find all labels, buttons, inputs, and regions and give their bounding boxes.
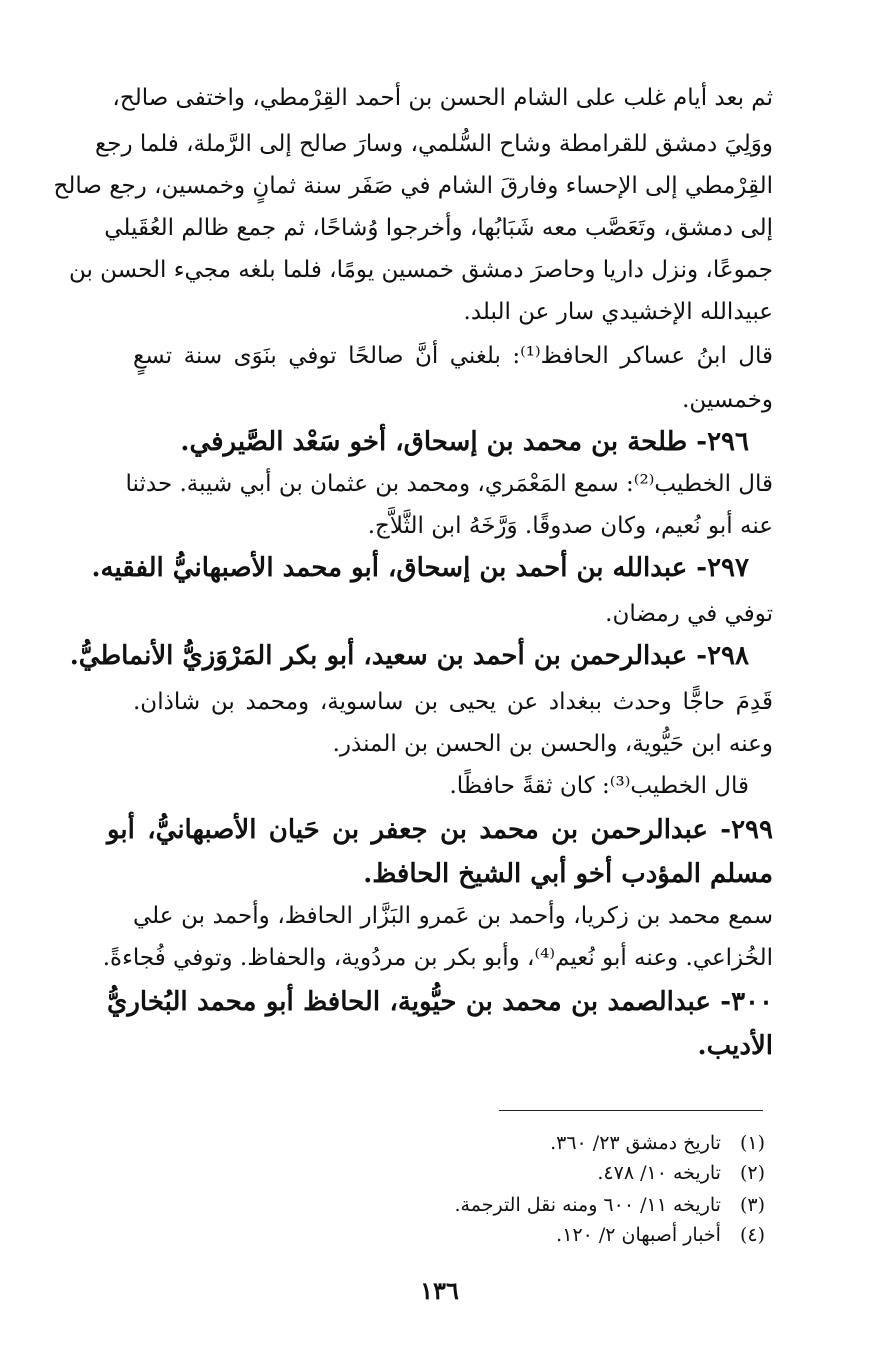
body-line: عنه أبو نُعيم، وكان صدوقًا. وَرَّخَهُ ابن الثَّلاَّج. xyxy=(367,513,773,539)
body-line: القِرْمطي إلى الإحساء وفارقَ الشام في صَفَر سنة ثمانٍ وخمسين، رجع صالح xyxy=(53,173,773,199)
footnote xyxy=(125,1128,765,1158)
entry-heading-297: ٢٩٧- عبدالله بن أحمد بن إسحاق، أبو محمد الأصبهانيُّ الفقيه. xyxy=(91,553,749,583)
body-line: ثم بعد أيام غلب على الشام الحسن بن أحمد القِرْمطي، واختفى صالح، xyxy=(112,85,773,111)
footnote-number: (٤) xyxy=(739,1224,765,1246)
footnote-separator xyxy=(499,1110,763,1111)
footnote xyxy=(125,1190,765,1220)
entry-heading-300-cont: الأديب. xyxy=(697,1031,773,1061)
body-line: عبيدالله الإخشيدي سار عن البلد. xyxy=(463,299,773,325)
entry-heading-300: ٣٠٠- عبدالصمد بن محمد بن حيُّوية، الحافظ أبو محمد البُخاريُّ xyxy=(107,987,773,1017)
footnote-number: (٢) xyxy=(739,1162,765,1184)
entry-heading-296: ٢٩٦- طلحة بن محمد بن إسحاق، أخو سَعْد الصَّيرفي. xyxy=(180,427,749,457)
footnote-text: تاريخه ١٠/ ٤٧٨. xyxy=(597,1162,721,1184)
page-number: ١٣٦ xyxy=(420,1276,459,1305)
body-line: قَدِمَ حاجًّا وحدث ببغداد عن يحيى بن ساسوية، ومحمد بن شاذان. xyxy=(133,689,773,715)
entry-heading-299: ٢٩٩- عبدالرحمن بن محمد بن جعفر بن حَيان الأصبهانيُّ، أبو xyxy=(107,815,773,845)
footnote-number: (٣) xyxy=(739,1194,765,1216)
body-line: توفي في رمضان. xyxy=(605,601,773,627)
body-line: سمع محمد بن زكريا، وأحمد بن عَمرو البَزَّار الحافظ، وأحمد بن علي xyxy=(133,903,773,929)
body-line: ووَلِيَ دمشق للقرامطة وشاح السُّلمي، وسارَ صالح إلى الرَّملة، فلما رجع xyxy=(95,131,773,157)
body-line: قال ابنُ عساكر الحافظ⁽¹⁾: بلغني أنَّ صالحًا توفي بنَوَى سنة تسعٍ xyxy=(133,343,773,369)
footnote xyxy=(125,1158,765,1188)
footnote-number: (١) xyxy=(739,1132,765,1154)
footnote-text: تاريخه ١١/ ٦٠٠ ومنه نقل الترجمة. xyxy=(454,1194,721,1216)
body-line: الخُزاعي. وعنه أبو نُعيم⁽⁴⁾، وأبو بكر بن مردُوية، والحفاظ. وتوفي فُجاءةً. xyxy=(102,945,773,971)
body-line: قال الخطيب⁽²⁾: سمع المَعْمَري، ومحمد بن عثمان بن أبي شيبة. حدثنا xyxy=(125,471,773,497)
body-line: قال الخطيب⁽³⁾: كان ثقةً حافظًا. xyxy=(449,773,749,799)
body-line: إلى دمشق، وتَعَصَّب معه شَبَابُها، وأخرجوا وُشاحًا، ثم جمع ظالم العُقَيلي xyxy=(104,215,773,241)
body-line: وخمسين. xyxy=(682,387,773,413)
entry-heading-299-cont: مسلم المؤدب أخو أبي الشيخ الحافظ. xyxy=(363,859,773,889)
footnote xyxy=(125,1220,765,1250)
footnote-text: تاريخ دمشق ٢٣/ ٣٦٠. xyxy=(550,1132,721,1154)
body-line: وعنه ابن حَيُّوية، والحسن بن الحسن بن المنذر. xyxy=(332,731,773,757)
footnote-text: أخبار أصبهان ٢/ ١٢٠. xyxy=(556,1224,721,1246)
body-line: جموعًا، ونزل داريا وحاصرَ دمشق خمسين يومًا، فلما بلغه مجيء الحسن بن xyxy=(68,257,773,283)
entry-heading-298: ٢٩٨- عبدالرحمن بن أحمد بن سعيد، أبو بكر المَرْوَزيُّ الأنماطيُّ. xyxy=(69,641,749,671)
